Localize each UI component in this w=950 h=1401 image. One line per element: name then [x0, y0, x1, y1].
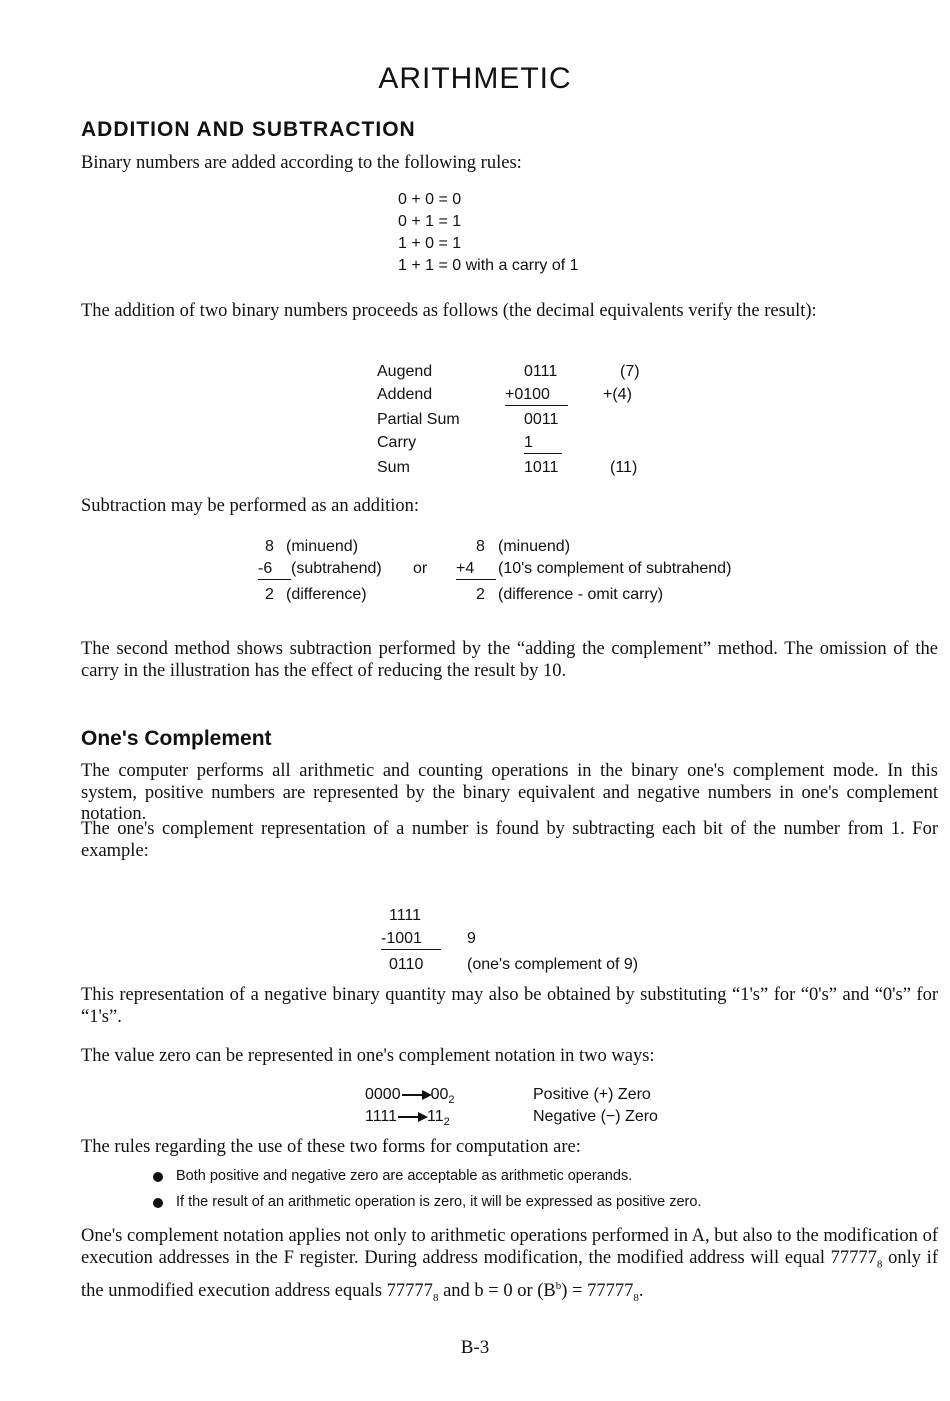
subtraction-note: (difference)	[286, 586, 367, 603]
paragraph-complement-method: The second method shows subtraction performed by the “adding the complement” method. The omission of the carry in the illustration has the effect of reducing the result by 10.	[81, 639, 938, 681]
paragraph-subtraction: Subtraction may be performed as an addition:	[81, 496, 420, 516]
section-heading: ADDITION AND SUBTRACTION	[81, 118, 416, 141]
arrow-right-icon	[402, 1094, 430, 1096]
paragraph-zero-rules: The rules regarding the use of these two forms for computation are:	[81, 1137, 581, 1157]
minuend-value: 8	[476, 538, 485, 555]
subtraction-note: (10's complement of subtrahend)	[498, 560, 732, 577]
example-row: 1111	[389, 907, 422, 924]
subtraction-note: (minuend)	[286, 538, 359, 555]
paragraph-addition: The addition of two binary numbers proceeds as follows (the decimal equivalents verify the result):	[81, 301, 817, 321]
zero-name: Positive (+) Zero	[533, 1086, 651, 1103]
paragraph-address-modification: One's complement notation applies not only to arithmetic operations performed in A, but also to the modification of execution addresses in the F register. During address modification, the modified address will equal $77777_8$ only if the unmodified execution address equals $77777_8$ and b = 0 or $(B^b) = 77777_8$.	[81, 1226, 938, 1304]
rule-line: 1 + 0 = 1	[398, 235, 462, 252]
complement-value: +4	[456, 560, 496, 580]
list-item: Both positive and negative zero are acceptable as arithmetic operands.	[176, 1168, 633, 1184]
list-item: If the result of an arithmetic operation is zero, it will be expressed as positive zero.	[176, 1194, 702, 1210]
example-row: -1001	[381, 930, 441, 950]
decimal-equivalent: (11)	[610, 459, 638, 476]
or-label: or	[413, 560, 428, 577]
addition-value: 1011	[524, 459, 559, 476]
addition-value: 0011	[524, 411, 559, 428]
rule-line: 0 + 0 = 0	[398, 191, 462, 208]
paragraph-substitution: This representation of a negative binary quantity may also be obtained by substituting “1's” for “0's” and “0's” for “1's”.	[81, 985, 938, 1027]
decimal-equivalent: +(4)	[603, 386, 632, 403]
bullet-icon	[153, 1198, 163, 1208]
difference-value: 2	[476, 586, 485, 603]
zero-name: Negative (−) Zero	[533, 1108, 658, 1125]
decimal-equivalent: (7)	[620, 363, 640, 380]
addition-label: Partial Sum	[377, 411, 460, 428]
minuend-value: 8	[265, 538, 274, 555]
rule-line: 1 + 1 = 0 with a carry of 1	[398, 257, 579, 274]
subtraction-note: (subtrahend)	[291, 560, 382, 577]
difference-value: 2	[265, 586, 274, 603]
subtrahend-value: -6	[258, 560, 291, 580]
example-row: 0110	[389, 956, 424, 973]
page-number: B-3	[460, 1337, 490, 1358]
addition-label: Sum	[377, 459, 410, 476]
addition-label: Augend	[377, 363, 433, 380]
addition-value: 1	[524, 434, 562, 454]
example-note: 9	[467, 930, 476, 947]
bullet-icon	[153, 1172, 163, 1182]
addition-value: +0100	[505, 386, 568, 406]
arrow-right-icon	[398, 1116, 426, 1118]
paragraph-ones-complement-example: The one's complement representation of a number is found by subtracting each bit of the number from 1. For example:	[81, 819, 938, 861]
rule-line: 0 + 1 = 1	[398, 213, 462, 230]
addition-value: 0111	[524, 363, 558, 380]
paragraph-ones-complement: The computer performs all arithmetic and counting operations in the binary one's complement mode. In this system, positive numbers are represented by the binary equivalent and negative numbers in one's complement notation.	[81, 761, 938, 824]
example-note: (one's complement of 9)	[467, 956, 639, 973]
subsection-heading: One's Complement	[81, 727, 272, 750]
addition-label: Carry	[377, 434, 417, 451]
subtraction-note: (difference - omit carry)	[498, 586, 664, 603]
paragraph-binary-rules: Binary numbers are added according to the following rules:	[81, 153, 522, 173]
paragraph-zero: The value zero can be represented in one's complement notation in two ways:	[81, 1046, 655, 1066]
positive-zero-form: 0000 $00_2$	[365, 1086, 455, 1107]
addition-label: Addend	[377, 386, 433, 403]
subtraction-note: (minuend)	[498, 538, 571, 555]
negative-zero-form: 1111 $11_2$	[365, 1108, 450, 1129]
page-title: ARITHMETIC	[378, 62, 572, 95]
